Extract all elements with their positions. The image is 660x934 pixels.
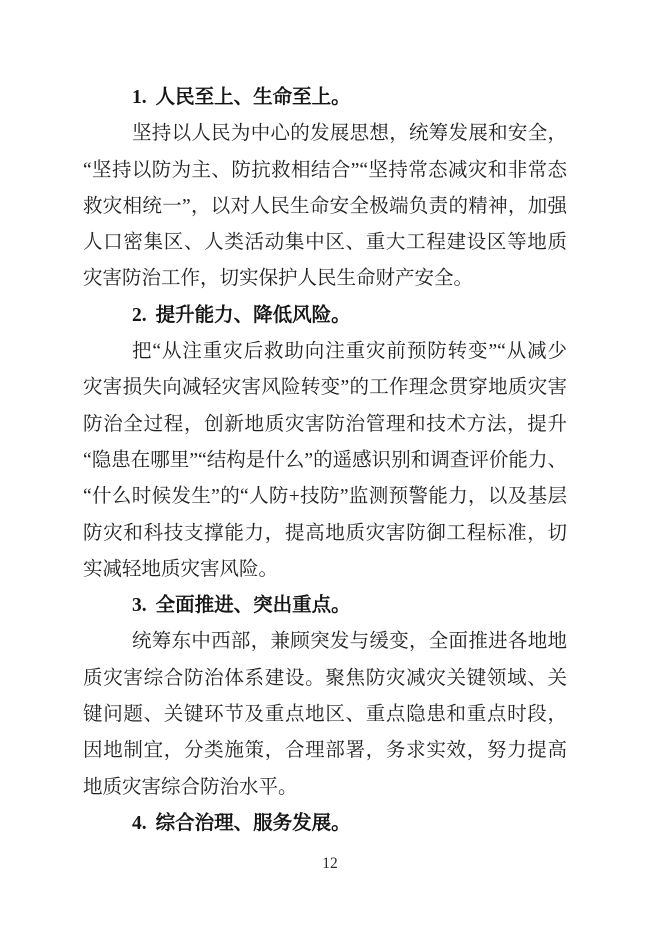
section-3 <box>83 588 567 806</box>
section-2-number: 2. <box>132 304 147 326</box>
page-content <box>83 80 567 842</box>
section-3-title: 全面推进、突出重点。 <box>155 595 351 617</box>
section-4-number: 4. <box>132 812 147 834</box>
section-2-title: 提升能力、降低风险。 <box>155 304 351 326</box>
section-2-heading <box>83 298 567 334</box>
section-4-heading <box>83 806 567 842</box>
section-1-heading <box>83 80 567 116</box>
section-1-body: 坚持以人民为中心的发展思想，统筹发展和安全，“坚持以防为主、防抗救相结合”“坚持常态减灾和非常态救灾相统一”，以对人民生命安全极端负责的精神，加强人口密集区、人类活动集中区、重大工程建设区等地质灾害防治工作，切实保护人民生命财产安全。 <box>83 123 567 290</box>
section-2 <box>83 298 567 588</box>
section-4 <box>83 806 567 842</box>
page-number: 12 <box>322 855 338 872</box>
section-3-heading <box>83 588 567 624</box>
section-1-title: 人民至上、生命至上。 <box>155 87 351 108</box>
section-2-body: 把“从注重灾后救助向注重灾前预防转变”“从减少灾害损失向减轻灾害风险转变”的工作理念贯穿地质灾害防治全过程，创新地质灾害防治管理和技术方法，提升“隐患在哪里”“结构是什么”的遥感识别和调查评价能力、“什么时候发生”的“人防+技防”监测预警能力，以及基层防灾和科技支撑能力，提高地质灾害防御工程标准，切实减轻地质灾害风险。 <box>83 341 567 580</box>
section-1-number: 1. <box>132 87 147 108</box>
section-1 <box>83 80 567 298</box>
section-3-body: 统筹东中西部，兼顾突发与缓变，全面推进各地地质灾害综合防治体系建设。聚焦防灾减灾关键领域、关键问题、关键环节及重点地区、重点隐患和重点时段，因地制宜，分类施策，合理部署，务求实效，努力提高地质灾害综合防治水平。 <box>83 631 567 798</box>
section-4-title: 综合治理、服务发展。 <box>155 812 351 834</box>
section-3-number: 3. <box>132 595 147 617</box>
